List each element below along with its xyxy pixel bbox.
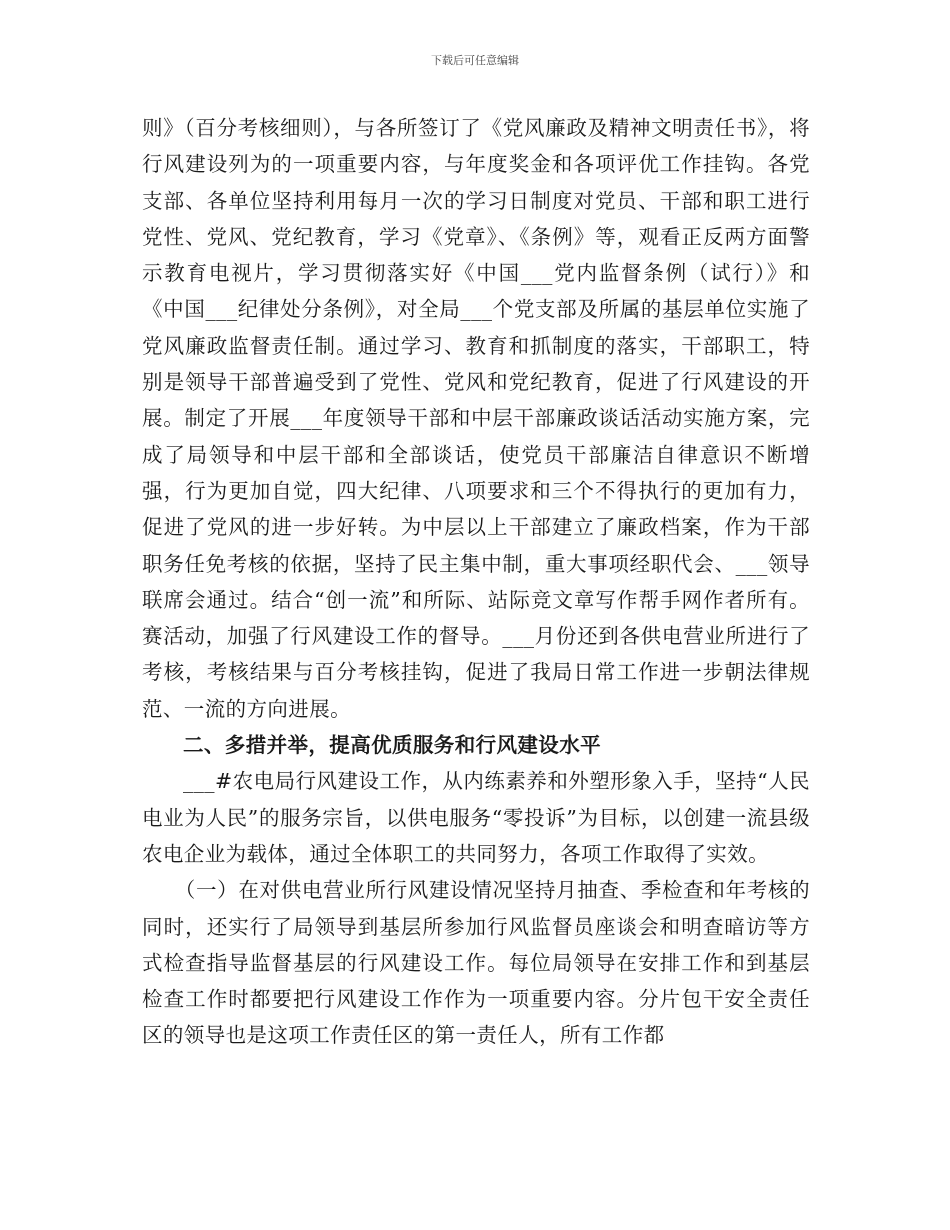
section-heading: 二、多措并举，提高优质服务和行风建设水平 [183, 733, 601, 758]
paragraph-3: （一）在对供电营业所行风建设情况坚持月抽查、季检查和年考核的同时，还实行了局领导到基层所参加行风监督员座谈会和明查暗访等方式检查指导监督基层的行风建设工作。每位局领导在安排工作和到基层检查工作时都要把行风建设工作作为一项重要内容。分片包干安全责任区的领导也是这项工作责任区的第一责任人，所有工作都 [142, 878, 810, 1048]
document-body [142, 110, 810, 1054]
paragraph-2: ___#农电局行风建设工作，从内练素养和外塑形象入手，坚持“人民电业为人民”的服务宗旨，以供电服务“零投诉”为目标，以创建一流县级农电企业为载体，通过全体职工的共同努力，各项工作取得了实效。 [142, 769, 810, 866]
paragraph-1: 则》（百分考核细则），与各所签订了《党风廉政及精神文明责任书》，将行风建设列为的一项重要内容，与年度奖金和各项评优工作挂钩。各党支部、各单位坚持利用每月一次的学习日制度对党员、干部和职工进行党性、党风、党纪教育，学习《党章》、《条例》等，观看正反两方面警示教育电视片，学习贯彻落实好《中国___党内监督条例（试行）》和《中国___纪律处分条例》，对全局___个党支部及所属的基层单位实施了党风廉政监督责任制。通过学习、教育和抓制度的落实，干部职工，特别是领导干部普遍受到了党性、党风和党纪教育，促进了行风建设的开展。制定了开展___年度领导干部和中层干部廉政谈话活动实施方案，完成了局领导和中层干部和全部谈话，使党员干部廉洁自律意识不断增强，行为更加自觉，四大纪律、八项要求和三个不得执行的更加有力，促进了党风的进一步好转。为中层以上干部建立了廉政档案，作为干部职务任免考核的依据，坚持了民主集中制，重大事项经职代会、___领导联席会通过。结合“创一流”和所际、站际竞文章写作帮手网作者所有。赛活动，加强了行风建设工作的督导。___月份还到各供电营业所进行了考核，考核结果与百分考核挂钩，促进了我局日常工作进一步朝法律规范、一流的方向进展。 [142, 116, 810, 721]
page-header: 下载后可任意编辑 [431, 54, 519, 67]
